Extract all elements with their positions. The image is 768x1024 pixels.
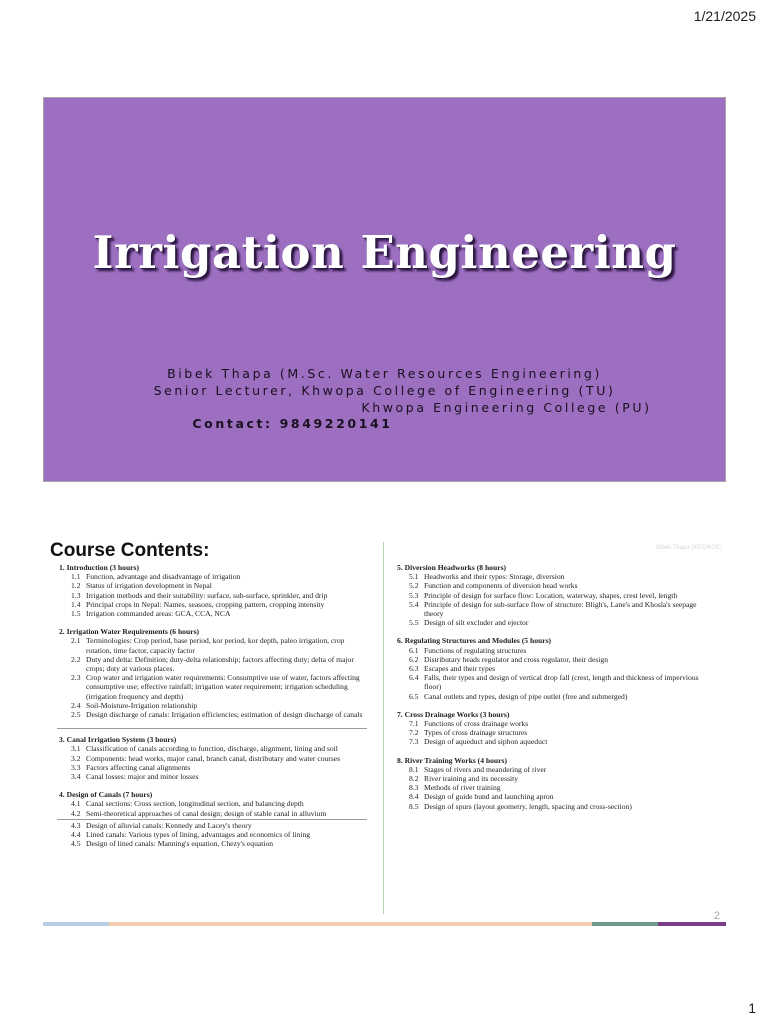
course-topic xyxy=(409,737,715,746)
accent-bar-blue xyxy=(43,922,109,926)
topic-number: 8.1 xyxy=(409,764,419,774)
topic-text: Lined canals: Various types of lining, advantages and economics of lining xyxy=(86,830,311,840)
topic-number: 4.4 xyxy=(71,830,81,840)
topic-number: 6.2 xyxy=(409,654,419,664)
topic-text: Escapes and their types xyxy=(424,664,496,674)
course-section xyxy=(57,563,367,618)
watermark: Bibek Thapa (KEC/KOE) xyxy=(656,545,722,551)
page-number: 1 xyxy=(748,1000,756,1016)
course-section xyxy=(395,563,715,627)
topic-number: 6.3 xyxy=(409,664,419,674)
course-topic xyxy=(71,772,367,781)
topic-number: 7.1 xyxy=(409,719,419,729)
topic-number: 8.2 xyxy=(409,774,419,784)
course-topic xyxy=(409,792,715,801)
topic-text: Terminologies: Crop period, base period, kor period, kor depth, paleo irrigation, crop rotation, time factor, capacity factor xyxy=(86,636,345,655)
topic-number: 5.4 xyxy=(409,599,419,609)
course-topic xyxy=(409,664,715,673)
course-topic xyxy=(71,572,367,581)
topic-number: 3.3 xyxy=(71,762,81,772)
topic-text: Canal outlets and types, design of pipe outlet (free and submerged) xyxy=(424,691,628,701)
course-section xyxy=(57,627,367,719)
topic-text: Components: head works, major canal, branch canal, distributary and water courses xyxy=(86,753,341,763)
topic-number: 3.4 xyxy=(71,772,81,782)
course-topic xyxy=(71,600,367,609)
topic-text: Types of cross drainage structures xyxy=(424,728,528,738)
course-section xyxy=(57,735,367,781)
topic-text: Function and components of diversion head works xyxy=(424,581,578,591)
section-heading: 2. Irrigation Water Requirements (6 hours) xyxy=(59,627,200,637)
topic-text: Canal losses: major and minor losses xyxy=(86,772,199,782)
topic-number: 2.4 xyxy=(71,700,81,710)
course-topic xyxy=(71,591,367,600)
course-topic xyxy=(409,765,715,774)
topic-number: 2.5 xyxy=(71,710,81,720)
course-topic xyxy=(409,618,715,627)
course-topic xyxy=(409,728,715,737)
topic-number: 8.5 xyxy=(409,801,419,811)
topic-text: Falls, their types and design of vertical drop fall (crest, length and thickness of impervious floor) xyxy=(424,673,699,692)
section-heading: 5. Diversion Headworks (8 hours) xyxy=(397,563,507,572)
topic-text: Functions of cross drainage works xyxy=(424,719,529,729)
topic-text: Design of aqueduct and siphon aqueduct xyxy=(424,737,548,747)
topic-text: Factors affecting canal alignments xyxy=(86,762,191,772)
topic-text: Principal crops in Nepal: Names, seasons, cropping pattern, cropping intensity xyxy=(86,599,325,609)
course-topic xyxy=(409,774,715,783)
topic-text: Irrigation commanded areas: GCA, CCA, NCA xyxy=(86,609,231,619)
rule-line xyxy=(57,819,367,820)
topic-text: Design of alluvial canals: Kennedy and Lacey's theory xyxy=(86,820,252,830)
course-topic xyxy=(409,783,715,792)
course-topic xyxy=(409,655,715,664)
topic-text: Principle of design for surface flow: Location, waterway, shapes, crest level, length xyxy=(424,590,678,600)
header-date: 1/21/2025 xyxy=(693,8,756,24)
contact-line: Contact: 9849220141 xyxy=(192,416,393,431)
topic-number: 1.5 xyxy=(71,609,81,619)
topic-number: 5.3 xyxy=(409,590,419,600)
topic-text: Design of spurs (layout geometry, length, spacing and cross-section) xyxy=(424,801,632,811)
topic-number: 1.3 xyxy=(71,590,81,600)
topic-number: 5.2 xyxy=(409,581,419,591)
topic-text: Design of lined canals: Manning's equation, Chezy's equation xyxy=(86,839,274,849)
section-heading: 6. Regulating Structures and Modules (5 hours) xyxy=(397,636,552,646)
course-topic xyxy=(71,673,367,701)
course-topic xyxy=(409,802,715,811)
course-topic xyxy=(71,609,367,618)
course-topic xyxy=(71,830,367,839)
topic-number: 2.3 xyxy=(71,673,81,683)
topic-number: 4.2 xyxy=(71,808,81,818)
topic-number: 3.1 xyxy=(71,744,81,754)
topic-text: Classification of canals according to function, discharge, alignment, lining and soil xyxy=(86,744,338,754)
course-topic xyxy=(409,646,715,655)
course-topic xyxy=(71,809,367,818)
slide-title: Irrigation Engineering xyxy=(92,226,677,279)
topic-text: Semi-theoretical approaches of canal design; design of stable canal in alluvium xyxy=(86,808,327,818)
course-topic xyxy=(409,572,715,581)
course-topic xyxy=(71,701,367,710)
topic-text: Soil-Moisture-Irrigation relationship xyxy=(86,700,198,710)
topic-text: Distributary heads regulator and cross regulator, their design xyxy=(424,654,608,664)
contents-left-column xyxy=(57,563,367,857)
course-topic xyxy=(409,581,715,590)
topic-number: 1.2 xyxy=(71,581,81,591)
course-topic xyxy=(71,754,367,763)
slide-number: 2 xyxy=(713,910,720,922)
topic-number: 3.2 xyxy=(71,753,81,763)
column-divider xyxy=(383,542,384,914)
course-topic xyxy=(71,839,367,848)
contents-right-column xyxy=(395,563,715,820)
topic-text: Headworks and their types: Storage, diversion xyxy=(424,572,565,582)
section-heading: 8. River Training Works (4 hours) xyxy=(397,755,507,765)
course-topic xyxy=(409,692,715,701)
topic-number: 2.1 xyxy=(71,636,81,646)
course-section xyxy=(395,636,715,700)
course-contents-title: Course Contents: xyxy=(50,540,210,561)
topic-number: 5.1 xyxy=(409,572,419,582)
course-topic xyxy=(71,821,367,830)
topic-number: 6.5 xyxy=(409,691,419,701)
topic-text: Duty and delta: Definition; duty-delta relationship; factors affecting duty; delta of major crops; duty at various places. xyxy=(86,654,354,674)
course-contents-slide xyxy=(43,536,726,928)
topic-text: Methods of river training xyxy=(424,783,501,793)
topic-number: 7.3 xyxy=(409,737,419,747)
course-topic xyxy=(71,655,367,673)
course-section xyxy=(57,790,367,848)
topic-text: Functions of regulating structures xyxy=(424,645,527,655)
course-section xyxy=(395,710,715,747)
topic-text: Stages of rivers and meandering of river xyxy=(424,764,547,774)
course-topic xyxy=(71,744,367,753)
section-heading: 7. Cross Drainage Works (3 hours) xyxy=(397,709,510,719)
course-topic xyxy=(409,719,715,728)
course-topic xyxy=(409,600,715,618)
topic-text: Function, advantage and disadvantage of irrigation xyxy=(86,572,241,582)
author-line: Bibek Thapa (M.Sc. Water Resources Engineering) xyxy=(167,366,602,381)
college-line: Khwopa Engineering College (PU) xyxy=(361,400,652,415)
course-topic xyxy=(71,763,367,772)
section-heading: 1. Introduction (3 hours) xyxy=(59,563,140,572)
course-topic xyxy=(409,673,715,691)
course-topic xyxy=(71,710,367,719)
topic-text: Crop water and irrigation water requirements: Consumptive use of water, factors affecting consumptive use; effective rainfall; irrigation water requirement; irrigation scheduling (irrigation frequency and depth) xyxy=(86,673,360,701)
rule-line xyxy=(57,728,367,729)
topic-text: Principle of design for sub-surface flow of structure: Bligh's, Lane's and Khosla's seepage theory xyxy=(424,599,697,619)
topic-number: 8.3 xyxy=(409,783,419,793)
topic-text: Canal sections: Cross section, longitudinal section, and balancing depth xyxy=(86,799,304,809)
topic-number: 4.1 xyxy=(71,799,81,809)
accent-bar-teal xyxy=(592,922,658,926)
topic-number: 6.4 xyxy=(409,673,419,683)
topic-number: 5.5 xyxy=(409,618,419,628)
topic-number: 2.2 xyxy=(71,654,81,664)
section-heading: 4. Design of Canals (7 hours) xyxy=(59,790,153,800)
topic-number: 4.5 xyxy=(71,839,81,849)
topic-number: 1.1 xyxy=(71,572,81,582)
topic-number: 6.1 xyxy=(409,645,419,655)
topic-text: Irrigation methods and their suitability: surface, sub-surface, sprinkler, and drip xyxy=(86,590,328,600)
course-topic xyxy=(409,591,715,600)
topic-text: River training and its necessity xyxy=(424,774,519,784)
course-topic xyxy=(71,799,367,808)
title-slide xyxy=(43,97,726,482)
topic-number: 7.2 xyxy=(409,728,419,738)
topic-number: 1.4 xyxy=(71,599,81,609)
topic-text: Status of irrigation development in Nepal xyxy=(86,581,212,591)
topic-number: 8.4 xyxy=(409,792,419,802)
course-topic xyxy=(71,581,367,590)
topic-text: Design of silt excluder and ejector xyxy=(424,618,529,628)
course-topic xyxy=(71,636,367,654)
course-section xyxy=(395,756,715,811)
accent-bar-peach xyxy=(109,922,592,926)
topic-text: Design discharge of canals: Irrigation efficiencies; estimation of design discharge of canals xyxy=(86,710,363,720)
position-line: Senior Lecturer, Khwopa College of Engineering (TU) xyxy=(153,383,616,398)
topic-text: Design of guide bund and launching apron xyxy=(424,792,554,802)
topic-number: 4.3 xyxy=(71,820,81,830)
accent-bar-purple xyxy=(658,922,726,926)
section-heading: 3. Canal Irrigation System (3 hours) xyxy=(59,735,177,745)
